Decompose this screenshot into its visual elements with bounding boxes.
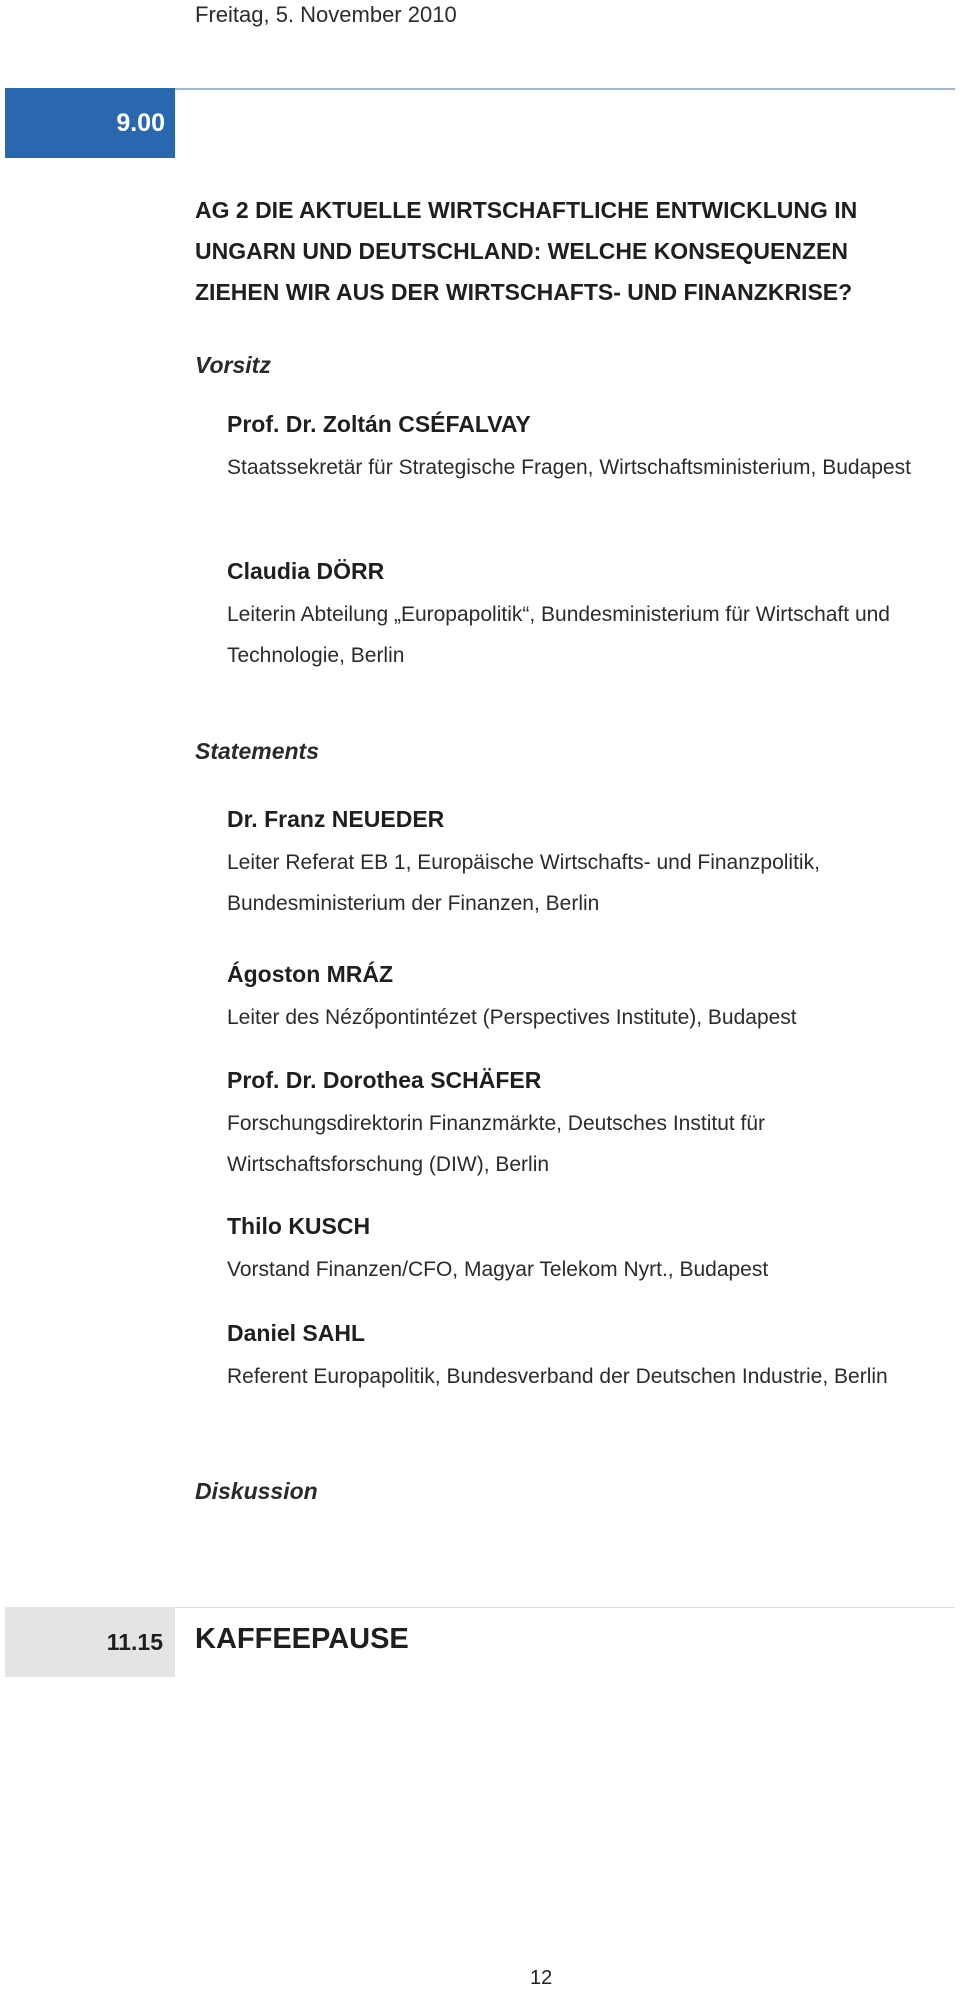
- session-title: AG 2 DIE AKTUELLE WIRTSCHAFTLICHE ENTWICKLUNG IN UNGARN UND DEUTSCHLAND: WELCHE KONSEQUENZEN ZIEHEN WIR AUS DER WIRTSCHAFTS- UND FINANZKRISE?: [195, 197, 858, 305]
- person-role: Forschungsdirektorin Finanzmärkte, Deutsches Institut für Wirtschaftsforschung (DIW), Berlin: [227, 1112, 766, 1176]
- statement-person: [227, 1211, 947, 1290]
- break-time-block: [5, 1607, 175, 1677]
- break-time: 11.15: [106, 1628, 163, 1655]
- break-divider: [175, 1607, 955, 1608]
- person-name: Ágoston MRÁZ: [227, 961, 394, 987]
- session-time-block: [5, 88, 175, 158]
- section-label-diskussion: Diskussion: [195, 1478, 318, 1504]
- person-name: Prof. Dr. Zoltán CSÉFALVAY: [227, 411, 531, 437]
- session-divider: [175, 88, 955, 90]
- person-role: Vorstand Finanzen/CFO, Magyar Telekom Nyrt., Budapest: [227, 1258, 769, 1281]
- chair-person: [227, 409, 947, 488]
- section-label-vorsitz: Vorsitz: [195, 352, 271, 378]
- person-name: Thilo KUSCH: [227, 1213, 371, 1239]
- person-role: Staatssekretär für Strategische Fragen, Wirtschaftsministerium, Budapest: [227, 456, 911, 479]
- statement-person: [227, 1318, 947, 1397]
- person-name: Daniel SAHL: [227, 1320, 366, 1346]
- statement-person: [227, 804, 947, 924]
- session-time: 9.00: [116, 108, 165, 137]
- page-number: 12: [530, 1967, 553, 1989]
- statement-person: [227, 959, 947, 1038]
- break-title: KAFFEEPAUSE: [195, 1623, 409, 1655]
- statement-person: [227, 1065, 947, 1185]
- person-role: Leiter Referat EB 1, Europäische Wirtschafts- und Finanzpolitik, Bundesministerium der Finanzen, Berlin: [227, 851, 820, 915]
- header-date: Freitag, 5. November 2010: [195, 2, 457, 27]
- person-role: Referent Europapolitik, Bundesverband der Deutschen Industrie, Berlin: [227, 1365, 888, 1388]
- person-name: Claudia DÖRR: [227, 558, 385, 584]
- section-label-statements: Statements: [195, 738, 319, 764]
- person-name: Prof. Dr. Dorothea SCHÄFER: [227, 1067, 542, 1093]
- chair-person: [227, 556, 947, 676]
- person-name: Dr. Franz NEUEDER: [227, 806, 445, 832]
- person-role: Leiterin Abteilung „Europapolitik“, Bundesministerium für Wirtschaft und Technologie, Berlin: [227, 603, 890, 667]
- person-role: Leiter des Nézőpontintézet (Perspectives Institute), Budapest: [227, 1006, 797, 1029]
